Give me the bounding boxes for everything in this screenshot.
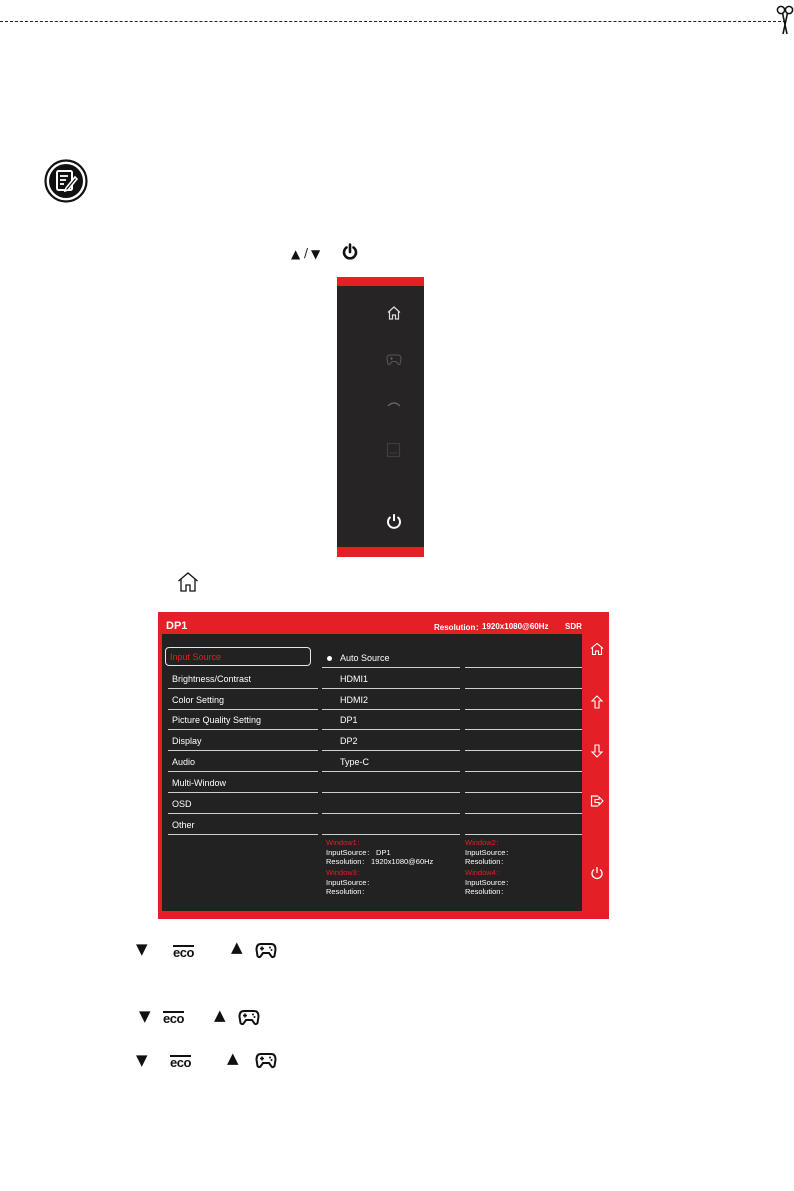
osd-subcol-row [465, 670, 582, 689]
down-key-symbol: ▼ [136, 1051, 148, 1069]
up-key-symbol: ▲ [291, 247, 301, 261]
osd-subcol-row [465, 774, 582, 793]
osd-option-empty [322, 816, 460, 835]
power-button-icon[interactable] [386, 513, 402, 530]
window1-res-label: Resolution： [326, 857, 369, 866]
up-key-symbol: ▲ [214, 1006, 226, 1024]
window2-info [465, 838, 513, 867]
eco-icon: eco [170, 1055, 191, 1070]
power-icon [342, 243, 358, 261]
gamepad-icon [255, 940, 277, 960]
exit-icon[interactable] [590, 794, 604, 808]
osd-subcol-row [465, 732, 582, 751]
osd-subcol-row [465, 795, 582, 814]
osd-menu-item-input-source[interactable]: Input Source [165, 647, 311, 666]
osd-subcol-row [465, 711, 582, 730]
window2-title: Window2： [465, 838, 504, 847]
window4-input-label: InputSource： [465, 877, 513, 887]
osd-menu-item-other[interactable]: Other [168, 816, 318, 835]
osd-hdr-mode: SDR [565, 622, 582, 631]
window1-input-value: DP1 [376, 847, 391, 857]
osd-option-empty [322, 774, 460, 793]
window3-input-label: InputSource： [326, 877, 374, 887]
osd-menu-item-display[interactable]: Display [168, 732, 318, 751]
note-edit-icon [44, 159, 88, 203]
osd-option-type-c[interactable]: Type-C [322, 753, 460, 772]
power-icon[interactable] [590, 866, 604, 880]
osd-body [162, 634, 582, 911]
osd-menu-item-brightness-contrast[interactable]: Brightness/Contrast [168, 670, 318, 689]
scissors-icon [776, 5, 794, 37]
window1-input-label: InputSource： [326, 847, 374, 857]
arc-icon[interactable] [386, 400, 402, 408]
slash-symbol: / [304, 246, 309, 260]
window2-res-label: Resolution： [465, 857, 508, 866]
down-key-symbol: ▼ [139, 1007, 151, 1025]
osd-menu-item-multi-window[interactable]: Multi-Window [168, 774, 318, 793]
osd-menu-item-osd[interactable]: OSD [168, 795, 318, 814]
gamepad-icon [255, 1050, 277, 1070]
window1-title: Window1： [326, 838, 365, 847]
osd-option-dp2[interactable]: DP2 [322, 732, 460, 751]
home-icon[interactable] [590, 642, 604, 656]
home-icon [177, 571, 199, 593]
window4-title: Window4： [465, 868, 504, 877]
osd-option-empty [322, 795, 460, 814]
up-key-symbol: ▲ [227, 1049, 239, 1067]
up-key-symbol: ▲ [231, 938, 243, 956]
window3-info [326, 868, 374, 897]
window4-info [465, 868, 513, 897]
eco-icon: eco [173, 945, 194, 960]
gamepad-icon [238, 1007, 260, 1027]
arrow-up-icon[interactable] [590, 695, 604, 709]
osd-option-hdmi1[interactable]: HDMI1 [322, 670, 460, 689]
osd-menu [158, 612, 609, 919]
window4-res-label: Resolution： [465, 887, 508, 896]
osd-subcol-row [465, 649, 582, 668]
osd-option-hdmi2[interactable]: HDMI2 [322, 691, 460, 710]
window3-title: Window3： [326, 868, 365, 877]
arrow-down-icon[interactable] [590, 744, 604, 758]
down-key-symbol: ▼ [136, 940, 148, 958]
osd-menu-item-picture-quality[interactable]: Picture Quality Setting [168, 711, 318, 730]
down-key-symbol: ▼ [311, 247, 321, 261]
window1-info [326, 838, 433, 867]
osd-resolution-value: 1920x1080@60Hz [482, 622, 549, 631]
osd-menu-item-color-setting[interactable]: Color Setting [168, 691, 318, 710]
osd-option-label: Auto Source [340, 653, 390, 663]
selected-dot-icon [327, 656, 332, 661]
osd-option-auto-source[interactable] [322, 649, 460, 668]
window1-res-value: 1920x1080@60Hz [371, 857, 434, 866]
osd-subcol-row [465, 816, 582, 835]
display-icon[interactable] [386, 442, 401, 458]
osd-option-dp1[interactable]: DP1 [322, 711, 460, 730]
osd-resolution-label: Resolution： [434, 623, 484, 632]
gamepad-icon[interactable] [386, 352, 402, 366]
home-icon[interactable] [386, 305, 402, 321]
cut-line [0, 21, 786, 22]
monitor-button-panel [337, 277, 424, 557]
window2-input-label: InputSource： [465, 847, 513, 857]
window3-res-label: Resolution： [326, 887, 369, 896]
osd-menu-item-audio[interactable]: Audio [168, 753, 318, 772]
osd-subcol-row [465, 753, 582, 772]
osd-input-title: DP1 [166, 620, 188, 632]
eco-icon: eco [163, 1011, 184, 1026]
osd-subcol-row [465, 691, 582, 710]
